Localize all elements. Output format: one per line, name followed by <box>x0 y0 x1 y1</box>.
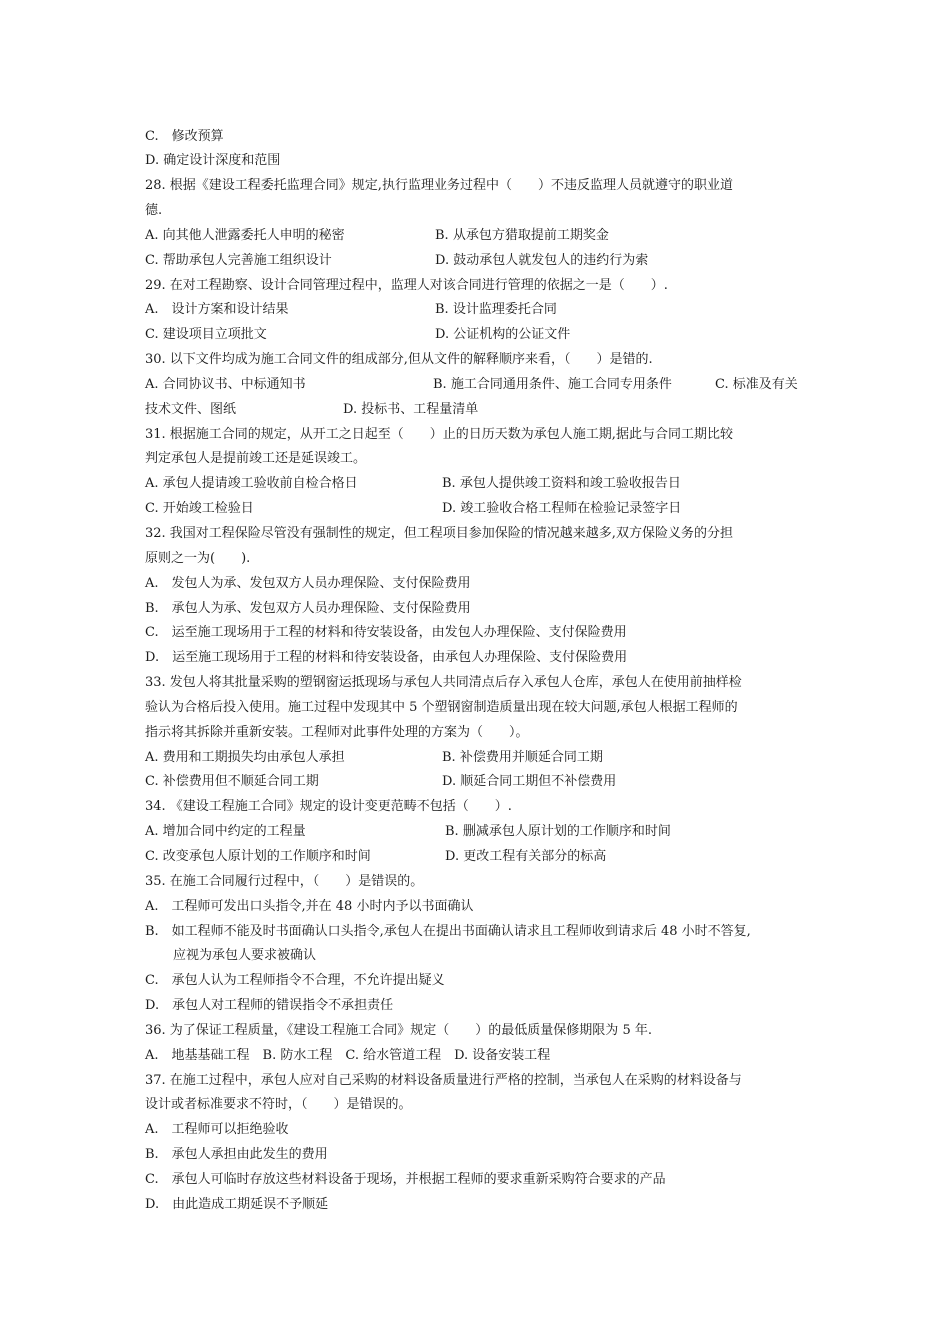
question-list <box>145 125 817 1218</box>
option-28d: D. 鼓动承包人就发包人的违约行为索 <box>435 252 649 268</box>
option-31b: B. 承包人提供竣工资料和竣工验收报告日 <box>442 476 681 492</box>
question-37-stem: 37. 在施工过程中，承包人应对自己采购的材料设备质量进行严格的控制，当承包人在采购的材料设备与 <box>145 1072 742 1088</box>
option-35c: C. 承包人认为工程师指令不合理，不允许提出疑义 <box>145 973 445 989</box>
option-28b: B. 从承包方猎取提前工期奖金 <box>435 227 609 243</box>
question-33-stem-cont2: 指示将其拆除并重新安装。工程师对此事件处理的方案为（ ）。 <box>145 724 529 740</box>
option-29c: C. 建设项目立项批文 <box>145 327 267 343</box>
option-37b: B. 承包人承担由此发生的费用 <box>145 1147 328 1163</box>
question-33-stem-cont: 验认为合格后投入使用。施工过程中发现其中 5 个塑钢窗制造质量出现在较大问题,承包人根据工程师的 <box>145 699 738 715</box>
option-27d: D. 确定设计深度和范围 <box>145 153 281 169</box>
option-32a: A. 发包人为承、发包双方人员办理保险、支付保险费用 <box>145 575 471 591</box>
option-29b: B. 设计监理委托合同 <box>435 302 557 318</box>
option-30a: A. 合同协议书、中标通知书 <box>145 376 306 392</box>
option-31a: A. 承包人提请竣工验收前自检合格日 <box>145 476 358 492</box>
question-31-options-cd <box>145 497 817 522</box>
question-29-options-cd <box>145 323 817 348</box>
question-32-stem: 32. 我国对工程保险尽管没有强制性的规定，但工程项目参加保险的情况越来越多,双方保险义务的分担 <box>145 526 733 541</box>
question-30-options-cd <box>145 398 817 423</box>
option-33c: C. 补偿费用但不顺延合同工期 <box>145 774 319 790</box>
option-27c: C. 修改预算 <box>145 128 224 144</box>
option-35a: A. 工程师可发出口头指令,并在 48 小时内予以书面确认 <box>145 898 474 914</box>
option-30c-cont: 技术文件、图纸 <box>145 401 237 417</box>
question-34-options-cd <box>145 845 817 870</box>
question-34-stem: 34. 《建设工程施工合同》规定的设计变更范畴不包括（ ）. <box>145 799 512 815</box>
option-34a: A. 增加合同中约定的工程量 <box>145 824 306 840</box>
question-33-options-cd <box>145 770 817 795</box>
option-35d: D. 承包人对工程师的错误指令不承担责任 <box>145 998 394 1014</box>
question-28-stem-cont: 德. <box>145 203 163 219</box>
question-33-options-ab <box>145 746 817 771</box>
option-34c: C. 改变承包人原计划的工作顺序和时间 <box>145 848 371 864</box>
option-30d: D. 投标书、工程量清单 <box>343 401 479 417</box>
question-30-stem: 30. 以下文件均成为施工合同文件的组成部分,但从文件的解释顺序来看，（ ）是错的. <box>145 352 653 368</box>
question-35-stem: 35. 在施工合同履行过程中，（ ）是错误的。 <box>145 873 424 889</box>
option-31d: D. 竣工验收合格工程师在检验记录签字日 <box>442 501 682 517</box>
question-32-stem-cont: 原则之一为( ). <box>145 550 251 566</box>
option-34d: D. 更改工程有关部分的标高 <box>445 848 607 864</box>
option-34b: B. 删减承包人原计划的工作顺序和时间 <box>445 824 671 840</box>
question-30-options-abc <box>145 373 817 398</box>
option-35b: B. 如工程师不能及时书面确认口头指令,承包人在提出书面确认请求且工程师收到请求后 48 小时不答复, <box>145 923 751 939</box>
question-29-options-ab <box>145 298 817 323</box>
option-28a: A. 向其他人泄露委托人申明的秘密 <box>145 227 345 243</box>
question-34-options-ab <box>145 820 817 845</box>
option-33a: A. 费用和工期损失均由承包人承担 <box>145 749 345 765</box>
option-30b: B. 施工合同通用条件、施工合同专用条件 <box>433 376 672 392</box>
option-30c: C. 标准及有关 <box>715 376 798 392</box>
option-37d: D. 由此造成工期延误不予顺延 <box>145 1196 329 1212</box>
question-36-stem: 36. 为了保证工程质量，《建设工程施工合同》规定（ ）的最低质量保修期限为 5 年. <box>145 1022 652 1038</box>
question-28-options-cd <box>145 249 817 274</box>
option-32d: D. 运至施工现场用于工程的材料和待安装设备，由承包人办理保险、支付保险费用 <box>145 650 628 666</box>
question-28-options-ab <box>145 224 817 249</box>
question-29-stem: 29. 在对工程勘察、设计合同管理过程中，监理人对该合同进行管理的依据之一是（ ）. <box>145 277 668 293</box>
option-33b: B. 补偿费用并顺延合同工期 <box>442 749 603 765</box>
question-36-options: A. 地基基础工程 B. 防水工程 C. 给水管道工程 D. 设备安装工程 <box>145 1047 551 1063</box>
question-37-stem-cont: 设计或者标准要求不符时，（ ）是错误的。 <box>145 1097 412 1113</box>
question-31-stem-cont: 判定承包人是提前竣工还是延误竣工。 <box>145 451 367 467</box>
option-37c: C. 承包人可临时存放这些材料设备于现场，并根据工程师的要求重新采购符合要求的产品 <box>145 1171 666 1187</box>
option-35b-cont: 应视为承包人要求被确认 <box>173 948 317 964</box>
option-29d: D. 公证机构的公证文件 <box>435 327 571 343</box>
option-31c: C. 开始竣工检验日 <box>145 501 254 517</box>
option-33d: D. 顺延合同工期但不补偿费用 <box>442 774 617 790</box>
option-37a: A. 工程师可以拒绝验收 <box>145 1122 289 1138</box>
option-32c: C. 运至施工现场用于工程的材料和待安装设备，由发包人办理保险、支付保险费用 <box>145 625 627 641</box>
question-33-stem: 33. 发包人将其批量采购的塑钢窗运抵现场与承包人共同清点后存入承包人仓库，承包人在使用前抽样检 <box>145 675 742 691</box>
option-28c: C. 帮助承包人完善施工组织设计 <box>145 252 332 268</box>
question-28-stem: 28. 根据《建设工程委托监理合同》规定,执行监理业务过程中（ ）不违反监理人员就遵守的职业道 <box>145 178 733 194</box>
question-31-options-ab <box>145 472 817 497</box>
question-31-stem: 31. 根据施工合同的规定，从开工之日起至（ ）止的日历天数为承包人施工期,据此与合同工期比较 <box>145 426 733 442</box>
option-29a: A. 设计方案和设计结果 <box>145 302 289 318</box>
option-32b: B. 承包人为承、发包双方人员办理保险、支付保险费用 <box>145 600 471 616</box>
